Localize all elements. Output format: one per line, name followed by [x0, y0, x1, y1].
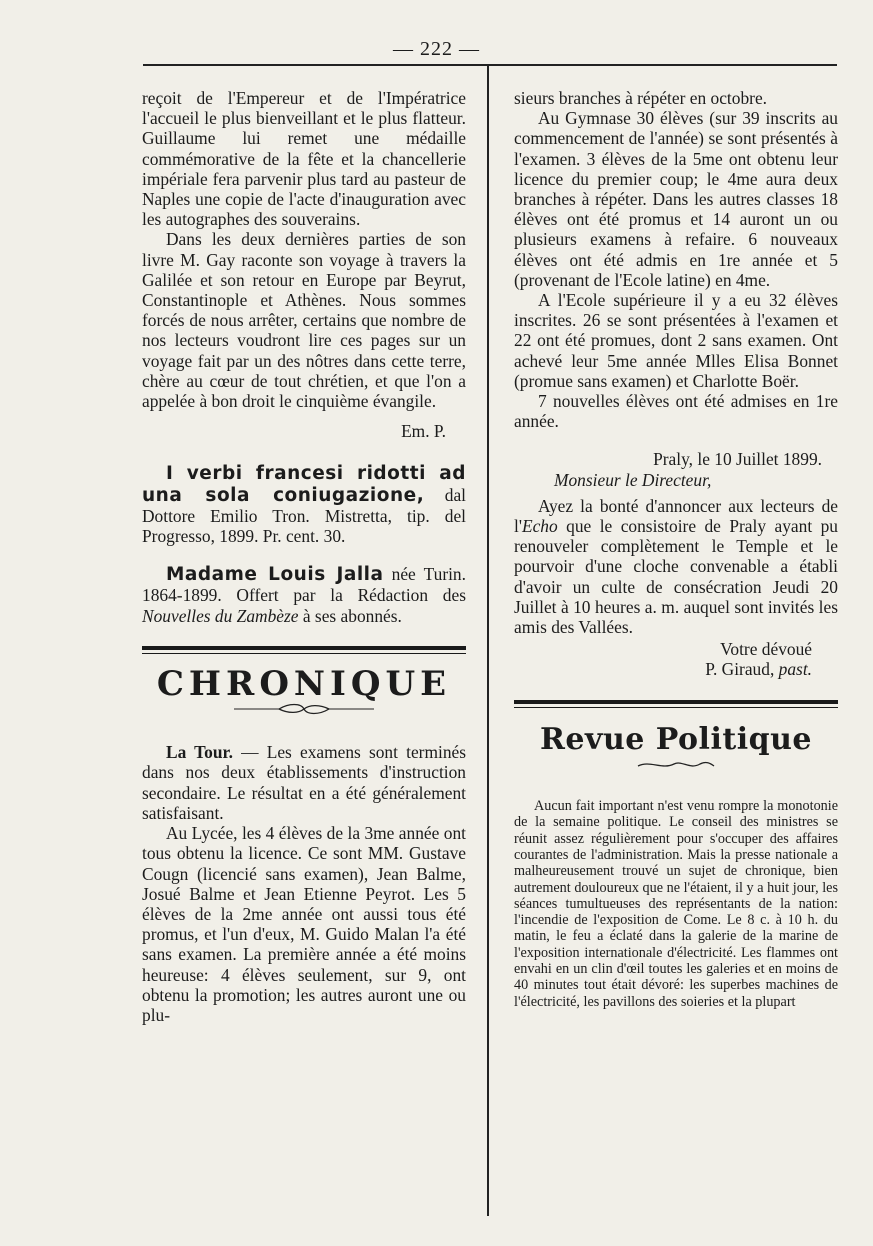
gymnase-paragraph: Au Gymnase 30 élèves (sur 39 inscrits au commencement de l'année) se sont présentés à l'examen. 3 élèves de la 5me ont obtenu leur licence du premier coup; le 4me aura deux branches à répéter. Dans les autres classes 18 élèves ont été promus et 14 auront un ou plusieurs examens à refaire. 6 nouveaux élèves ont été admis en 1re année et 5 (provenant de l'Ecole latine) en 4me.	[514, 108, 838, 290]
book-notice-jalla-body-b: à ses abonnés.	[302, 605, 402, 626]
book-review-paragraph: Dans les deux dernières parties de son livre M. Gay raconte son voyage à travers la Galilée et son retour en Europe par Beyrut, Constantinople et Athènes. Nous sommes forcés de nous arrêter, certains que nombre de nos lecteurs voudront lire ces pages sur un voyage fait par un des nôtres dans cette terre, chère au cœur de tout chrétien, et que l'on a appelée à bon droit le cinquième évangile.	[142, 229, 466, 412]
revue-politique-heading: Revue Politique	[540, 721, 812, 757]
book-notice-verbi-body: dal Dottore Emilio Tron. Mistretta, tip. del Progresso, 1899. Pr. cent. 30.	[142, 484, 466, 547]
chronique-paragraph-1	[142, 742, 466, 823]
letter-signature	[514, 659, 838, 679]
letter-salutation: Monsieur le Directeur,	[554, 469, 712, 490]
section-thin-rule	[514, 707, 838, 708]
book-notice-jalla-title: Madame Louis Jalla	[166, 564, 384, 586]
letter-signatory: P. Giraud,	[705, 659, 775, 680]
letter-signatory-title: past.	[778, 659, 812, 680]
book-notice-verbi-title: I verbi francesi ridotti ad una sola coniugazione,	[142, 463, 466, 506]
book-notice-verbi	[142, 463, 466, 546]
section-thick-rule	[514, 700, 838, 704]
letter-body-a: Ayez la bonté d'annoncer aux lecteurs de l'	[514, 495, 838, 537]
right-column	[514, 88, 838, 1010]
chronique-lead: La Tour.	[166, 742, 233, 763]
letter-journal-name: Echo	[521, 516, 558, 537]
page-number: — 222 —	[393, 38, 480, 60]
ecole-superieure-paragraph: A l'Ecole supérieure il y a eu 32 élèves inscrites. 26 se sont présentées à l'examen et 22 ont été promues, dont 2 sans examen. Ont achevé leur 5me année Mlles Elisa Bonnet (promue sans examen) et Charlotte Boër.	[514, 290, 838, 391]
new-students-paragraph: 7 nouvelles élèves ont été admises en 1re année.	[514, 391, 838, 432]
chronique-paragraph-1-text: — Les examens sont terminés dans nos deux établissements d'instruction secondaire. Le résultat en a été généralement satisfaisant.	[142, 742, 467, 823]
section-thin-rule	[142, 653, 466, 654]
column-divider	[487, 66, 489, 1216]
letter-closing: Votre dévoué	[720, 639, 812, 660]
revue-text-block	[514, 798, 838, 1010]
flourish-ornament	[514, 756, 838, 776]
letter-date: Praly, le 10 Juillet 1899.	[653, 449, 822, 470]
book-notice-jalla-body-a: née Turin. 1864-1899. Offert par la Rédaction des	[142, 564, 466, 606]
chronique-continuation: sieurs branches à répéter en octobre.	[514, 88, 768, 108]
chronique-heading: CHRONIQUE	[156, 663, 452, 704]
letter-body-b: que le consistoire de Praly ayant pu renouveler complètement le Temple et le pourvoir d'une cloche convenable a établi d'avoir un culte de consécration Jeudi 20 Juillet à 10 heures a. m. auquel sont invités les amis des Vallées.	[514, 516, 838, 638]
header-rule	[143, 64, 837, 66]
book-notice-jalla	[142, 564, 466, 626]
revue-paragraph: Aucun fait important n'est venu rompre la monotonie de la semaine politique. Le conseil des ministres se réunit assez régulièrement pour s'occuper des affaires courantes de l'administration. Mais la presse nationale a malheureusement trouvé un sujet de chronique, bien autrement douloureux que ne l'étaient, il y a huit jour, les séances tumultueuses des représentants de la nation: l'incendie de l'exposition de Come. Le 8 c. à 10 h. du matin, le feu a éclaté dans la galerie de la marine de l'exposition internationale d'électricité. Les flammes ont envahi en un clin d'œil toutes les galeries et en moins de 40 minutes tout était dévoré: les superbes machines de l'électricité, les pavillons des soieries et la plupart	[514, 798, 838, 1010]
letter-body	[514, 496, 838, 637]
chronique-paragraph-2: Au Lycée, les 4 élèves de la 3me année ont tous obtenu la licence. Ce sont MM. Gustave Cougn (licencié sans examen), Jean Balme, Josué Balme et Jean Etienne Peyrot. Les 5 élèves de la 2me année ont aussi tous été promus, et l'un d'eux, M. Guido Malan l'a été sans examen. La première année a été moins heureuse: 4 élèves seulement, sur 9, ont obtenu la promotion; les autres auront une ou plu-	[142, 823, 466, 1025]
review-signature: Em. P.	[401, 421, 446, 442]
book-review-continuation: reçoit de l'Empereur et de l'Impératrice l'accueil le plus bienveillant et le plus flatteur. Guillaume lui remet une médaille commémorative de la fête et la chancellerie impériale fera parvenir plus tard au pasteur de Naples une copie de l'acte d'inauguration avec les autographes des souverains.	[142, 88, 466, 230]
left-column	[142, 88, 466, 1025]
section-thick-rule	[142, 646, 466, 650]
book-notice-jalla-journal: Nouvelles du Zambèze	[142, 605, 299, 626]
